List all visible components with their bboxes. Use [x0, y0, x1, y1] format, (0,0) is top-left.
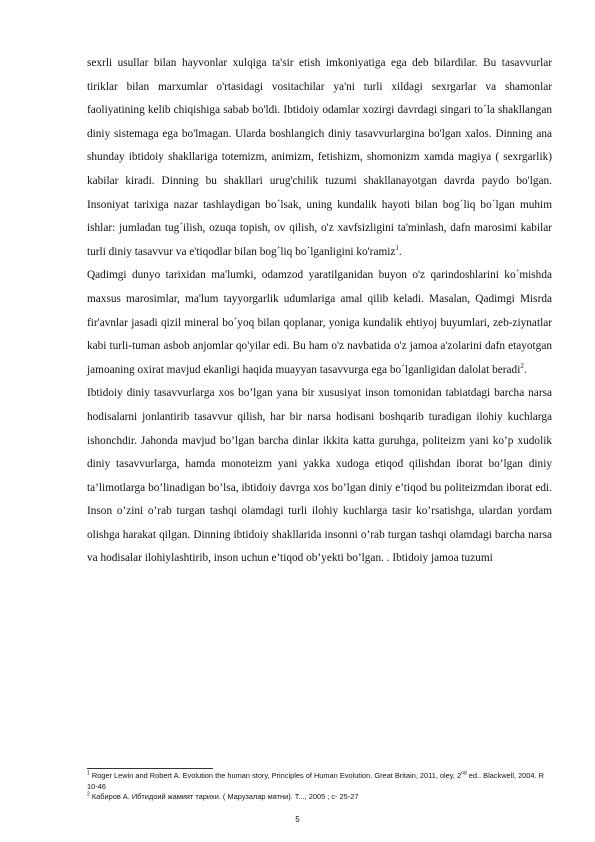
- footnote-2-text: Кабиров А. Ибтидоий жамият тарихи. ( Марузалар матни). Т..., 2005 ; с- 25-27: [89, 792, 359, 802]
- footnote-1-ordinal: nd: [461, 770, 467, 777]
- footnote-ref-1[interactable]: 1: [395, 243, 399, 252]
- paragraph-3-text: Ibtidoiy diniy tasavvurlarga xos bo’lgan yana bir xususiyat inson tomonidan tabiatdagi barcha narsa hodisalarni jonlantirib tasavvur qilish, har bir narsa hodisani boshqarib turadigan ilohiy kuchlarga ishonchdir. Jahonda mavjud bo’lgan barcha dinlar ikkita katta guruhga, politeizm yani ko’p xudolik diniy tasavvurlarga, hamda monoteizm yani yakka xudoga etiqod qilishdan iborat bo’lgan diniy ta’limotlarga bo’linadigan bo’lsa, ibtidoiy davrga xos bo’lgan diniy e’tiqod bu politeizmdan iborat edi. Inson o’zini o’rab turgan tashqi olamdagi turli ilohiy kuchlarga tasir ko’rsatishga, ulardan yordam olishga harakat qilgan. Dinning ibtidoiy shakllarida insonni o’rab turgan tashqi olamdagi barcha narsa va hodisalar ilohiylashtirib, inson uchun e’tiqod ob’yekti bo’lgan. . Ibtidoiy jamoa tuzumi: [87, 387, 552, 565]
- paragraph-2-end: .: [523, 363, 527, 376]
- footnote-mark-1: 1: [87, 770, 90, 777]
- page-number: 5: [295, 815, 300, 824]
- footnote-mark-2: 2: [87, 791, 90, 798]
- footnote-1-text-cont: ed.. Blackwell, 2004. R 10-46: [87, 771, 544, 791]
- footnote-separator: [87, 768, 213, 769]
- footnotes: [87, 771, 552, 803]
- footnote-1-text: Roger Lewin and Robert A. Evolution the human story, Principles of Human Evolution. Great Britain, 2011, oley, 2: [89, 771, 462, 780]
- paragraph-1-text: sexrli usullar bilan hayvonlar xulqiga ta'sir etish imkoniyatiga ega deb bilardilar. Bu tasavvurlar tiriklar bilan marxumlar o'rtasidagi vositachilar ya'ni turli xildagi sexrgarlar va shamonlar faoliyatining kelib chiqishiga sabab bo'ldi. Ibtidoiy odamlar xozirgi davrdagi singari to´la shakllangan diniy sistemaga ega bo'lmagan. Ularda boshlangich diniy tasavvurlargina bo'lgan xalos. Dinning ana shunday ibtidoiy shakllariga totemizm, animizm, fetishizm, shomonizm xamda magiya ( sexrgarlik) kabilar kiradi. Dinning bu shakllari urug'chilik tuzumi shakllanayotgan davrda paydo bo'lgan. Insoniyat tarixiga nazar tashlaydigan bo´lsak, uning kundalik hayoti bilan bog´liq bo´lgan muhim ishlar: jumladan tug´ilish, ozuqa topish, ov qilish, o'z xavfsizligini ta'minlash, dafn marosimi kabilar turli diniy tasavvur va e'tiqodlar bilan bog´liq bo´lganligini ko'ramiz: [87, 57, 552, 258]
- paragraph-3: [87, 382, 552, 571]
- paragraph-2: [87, 264, 552, 382]
- paragraph-1-end: .: [398, 245, 402, 258]
- paragraph-1: [87, 52, 552, 264]
- footnote-2: [87, 792, 552, 803]
- footnote-ref-2[interactable]: 2: [520, 361, 524, 370]
- paragraph-2-text: Qadimgi dunyo tarixidan ma'lumki, odamzod yaratilganidan buyon o'z qarindoshlarini ko´mishda maxsus marosimlar, ma'lum tayyorgarlik udumlariga amal qilib keladi. Masalan, Qadimgi Misrda fir'avnlar jasadi qizil mineral bo´yoq bilan qoplanar, yoniga kundalik ehtiyoj buyumlari, zeb-ziynatlar kabi turli-tuman asbob anjomlar qo'yilar edi. Bu ham o'z navbatida o'z jamoa a'zolarini dafn etayotgan jamoaning oxirat mavjud ekanligi haqida muayyan tasavvurga ega bo´lganligidan dalolat beradi: [87, 269, 552, 376]
- footnote-1: [87, 771, 552, 792]
- body-text: [87, 52, 552, 571]
